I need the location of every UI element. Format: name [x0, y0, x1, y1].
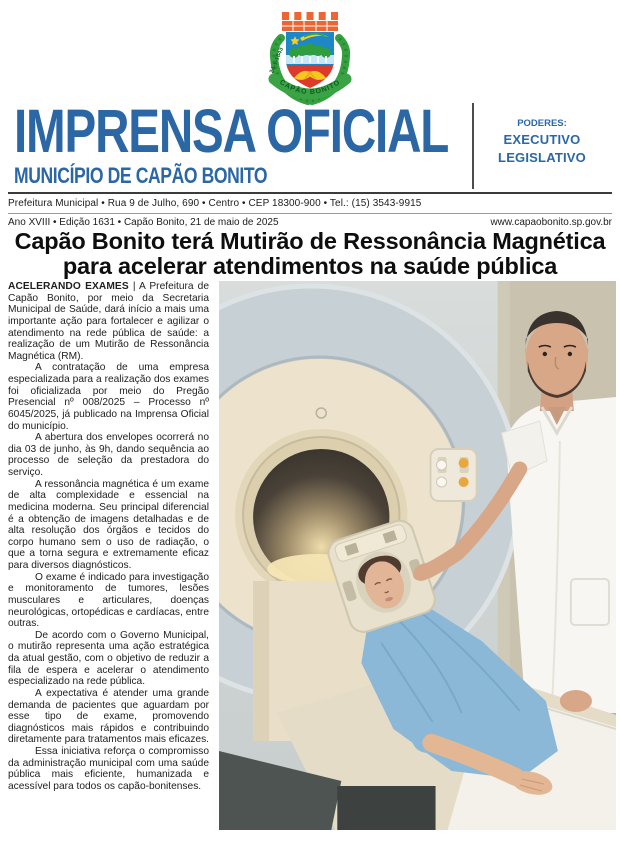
crest-crown	[282, 12, 338, 31]
headline-line-2: para acelerar atendimentos na saúde pública	[62, 252, 558, 279]
article-paragraph: A ressonância magnética é um exame de alta complexidade e essencial na medicina moderna. Seu principal diferencial é a obtenção de imagens detalhadas e de alta resolução dos órgãos e tecidos do corpo humano sem o uso de radiação, o que a torna segura e extremamente eficaz para diversos diagnósticos.	[8, 478, 209, 571]
article-paragraph: ACELERANDO EXAMES | A Prefeitura de Capão Bonito, por meio da Secretaria Municipal de Saúde, dará início a mais uma importante ação para fortalecer e agilizar o atendimento na rede pública de saúde: a realização de um Mutirão de Ressonância Magnética (RM).	[8, 281, 209, 362]
article-text-column	[8, 281, 209, 830]
crest-ribbon-text: CAPÃO BONITO	[278, 78, 342, 97]
mri-room-photo	[219, 281, 616, 830]
article-paragraph: De acordo com o Governo Municipal, o mutirão representa uma ação estratégica da atual gestão, com o objetivo de reduzir a fila de espera e acelerar o atendimento especializado na rede pública.	[8, 629, 209, 688]
powers-legislative: LEGISLATIVO	[498, 150, 586, 166]
mri-control-panel	[431, 449, 477, 501]
masthead-divider-rule	[8, 192, 612, 194]
capao-bonito-coat-of-arms	[258, 8, 362, 106]
article-paragraph: A contratação de uma empresa especializada para a realização dos exames foi oficializada por meio do Pregão Presencial nº 008/2025 – Processo nº 6045/2025, já publicado na Imprensa Oficial do município.	[8, 362, 209, 432]
article-paragraph: Essa iniciativa reforça o compromisso da administração municipal com uma saúde pública mais eficiente, humanizada e acessível para todos os capão-bonitenses.	[8, 746, 209, 792]
powers-label: PODERES:	[517, 118, 567, 130]
article-paragraph: O exame é indicado para investigação e monitoramento de tumores, lesões musculares e articulares, doenças neurológicas, ortopédicas e cardíacas, entre outras.	[8, 571, 209, 630]
masthead-titles	[14, 97, 472, 189]
powers-block	[472, 103, 610, 189]
article-body	[8, 281, 616, 830]
article-paragraph: A expectativa é atender uma grande demanda de pacientes que aguardam por esse tipo de exame, promovendo diagnósticos mais rápidos e contribuindo diretamente para tratamentos mais eficazes.	[8, 687, 210, 746]
edition-info: Ano XVIII • Edição 1631 • Capão Bonito, 21 de maio de 2025	[8, 217, 279, 228]
gazette-subtitle: MUNICÍPIO DE CAPÃO BONITO	[14, 162, 268, 188]
technician-hand-2	[560, 690, 592, 712]
edition-bar	[8, 217, 612, 228]
address-divider-rule	[8, 213, 612, 214]
paragraph-lead: ACELERANDO EXAMES	[8, 281, 129, 292]
article-headline	[8, 229, 612, 279]
headline-line-1: Capão Bonito terá Mutirão de Ressonância Magnética	[14, 228, 606, 254]
technician-head	[526, 311, 588, 398]
mri-room-illustration	[219, 281, 616, 830]
address-line: Prefeitura Municipal • Rua 9 de Julho, 690 • Centro • CEP 18300-900 • Tel.: (15) 3543-9915	[8, 198, 422, 209]
article-paragraph: A abertura dos envelopes ocorrerá no dia 03 de junho, às 9h, dando sequência ao processo de seleção da prestadora do serviço.	[8, 432, 209, 478]
crest-left-date: 24-1-1843	[269, 46, 286, 75]
powers-executive: EXECUTIVO	[503, 132, 581, 148]
website-link[interactable]: www.capaobonito.sp.gov.br	[490, 217, 612, 228]
masthead	[14, 97, 610, 189]
gazette-title: IMPRENSA OFICIAL	[14, 97, 449, 165]
crest-shield	[286, 32, 334, 89]
